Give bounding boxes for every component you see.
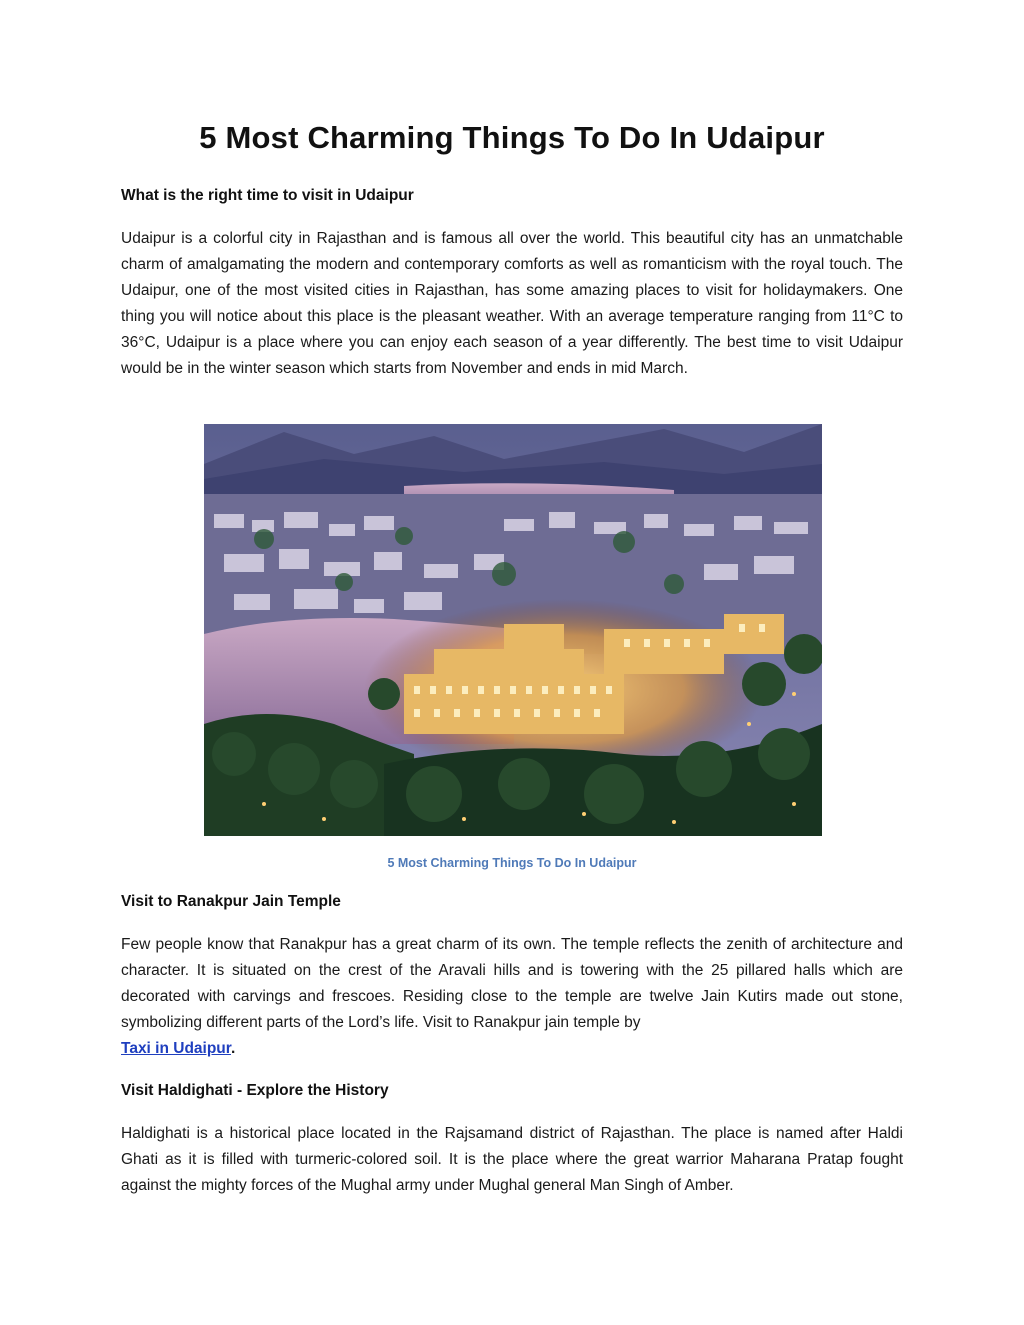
paragraph-ranakpur-trailing: . xyxy=(230,1040,236,1057)
paragraph-ranakpur xyxy=(121,932,903,1062)
taxi-in-udaipur-link[interactable]: Taxi in Udaipur xyxy=(121,1040,231,1057)
page-title: 5 Most Charming Things To Do In Udaipur xyxy=(199,120,825,155)
image-caption: 5 Most Charming Things To Do In Udaipur xyxy=(387,856,637,870)
paragraph-best-time: Udaipur is a colorful city in Rajasthan and is famous all over the world. This beautiful city has an unmatchable charm of amalgamating the modern and contemporary comforts as well as romanticism with the royal touch. The Udaipur, one of the most visited cities in Rajasthan, has some amazing places to visit for holidaymakers. One thing you will notice about this place is the pleasant weather. With an average temperature ranging from 11°C to 36°C, Udaipur is a place where you can enjoy each season of a year differently. The best time to visit Udaipur would be in the winter season which starts from November and ends in mid March. xyxy=(121,230,903,377)
udaipur-city-photo xyxy=(204,424,822,836)
section-heading-ranakpur: Visit to Ranakpur Jain Temple xyxy=(121,893,341,910)
paragraph-ranakpur-text: Few people know that Ranakpur has a great charm of its own. The temple reflects the zenith of architecture and character. It is situated on the crest of the Aravali hills and is towering with the 25 pillared halls which are decorated with carvings and frescoes. Residing close to the temple are twelve Jain Kutirs made out stone, symbolizing different parts of the Lord’s life. Visit to Ranakpur jain temple by xyxy=(121,936,903,1031)
section-heading-haldighati: Visit Haldighati - Explore the History xyxy=(121,1082,389,1099)
section-heading-best-time: What is the right time to visit in Udaipur xyxy=(121,187,414,204)
paragraph-haldighati: Haldighati is a historical place located in the Rajsamand district of Rajasthan. The place is named after Haldi Ghati as it is filled with turmeric-colored soil. It is the place where the great warrior Maharana Pratap fought against the mighty forces of the Mughal army under Mughal general Man Singh of Amber. xyxy=(121,1125,903,1194)
